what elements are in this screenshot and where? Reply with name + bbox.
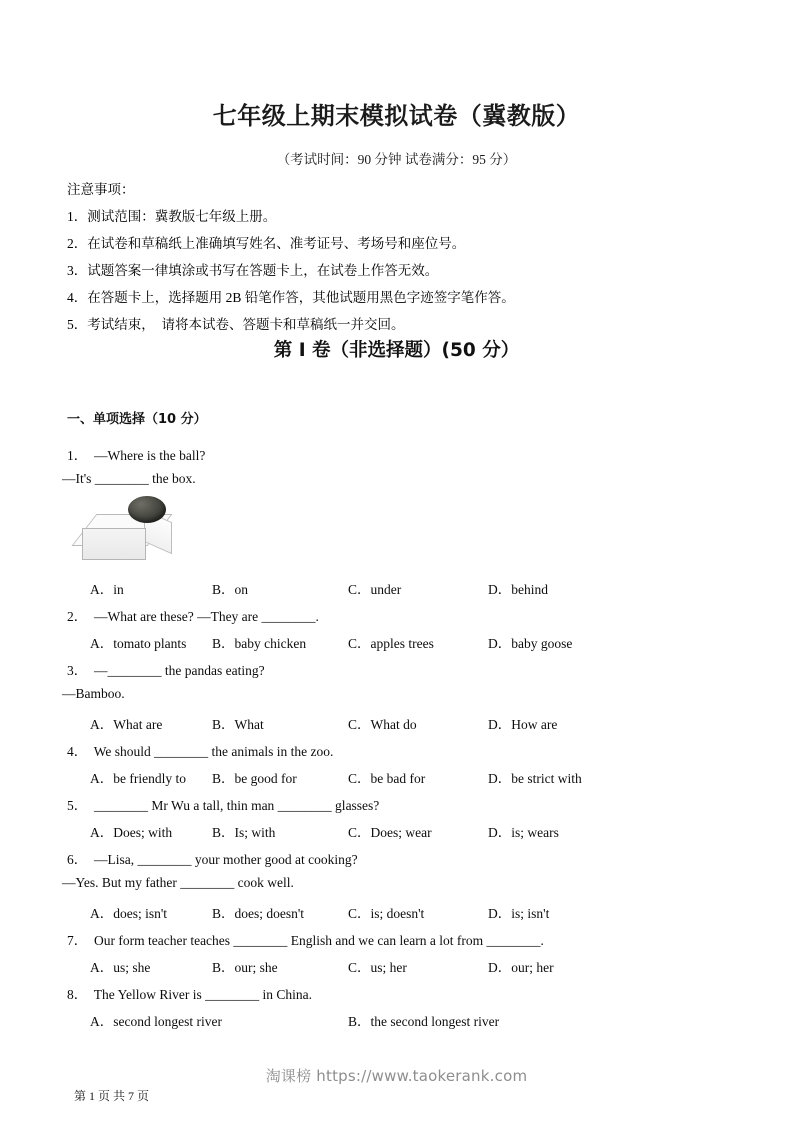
question-3-option-d[interactable]: D．How are — [488, 717, 558, 732]
site-watermark: 淘课榜 https://www.taokerank.com — [265, 1067, 528, 1085]
question-3-option-c[interactable]: C．What do — [348, 717, 417, 732]
exam-info-line: （考试时间：90 分钟 试卷满分：95 分） — [276, 152, 517, 167]
question-1-option-c[interactable]: C．under — [348, 582, 402, 597]
notice-item-3: 3．试题答案一律填涂或书写在答题卡上，在试卷上作答无效。 — [67, 263, 439, 278]
question-5-option-b[interactable]: B．Is; with — [212, 825, 276, 840]
question-4-option-a[interactable]: A．be friendly to — [90, 771, 186, 786]
question-2-option-c[interactable]: C．apples trees — [348, 636, 434, 651]
question-8-option-a[interactable]: A．second longest river — [90, 1014, 222, 1029]
question-2-stem: 2． —What are these? —They are ________. — [67, 609, 319, 624]
section-heading-multiple-choice: 一、单项选择（10 分） — [67, 412, 207, 427]
question-1-stem: 1． —Where is the ball? — [67, 448, 206, 463]
part-one-heading: 第 I 卷（非选择题）(50 分） — [273, 340, 520, 361]
question-4-option-c[interactable]: C．be bad for — [348, 771, 426, 786]
question-5-option-d[interactable]: D．is; wears — [488, 825, 559, 840]
question-3-stem-cont: —Bamboo. — [62, 686, 125, 701]
notice-item-1: 1．测试范围：冀教版七年级上册。 — [67, 209, 277, 224]
question-3-stem: 3． —________ the pandas eating? — [67, 663, 265, 678]
question-7-option-d[interactable]: D．our; her — [488, 960, 554, 975]
question-7-option-b[interactable]: B．our; she — [212, 960, 278, 975]
question-6-option-a[interactable]: A．does; isn't — [90, 906, 168, 921]
question-5-option-a[interactable]: A．Does; with — [90, 825, 173, 840]
question-6-option-d[interactable]: D．is; isn't — [488, 906, 550, 921]
question-1-stem-cont: —It's ________ the box. — [62, 471, 196, 486]
ball-on-box-image — [78, 492, 198, 564]
question-5-stem: 5． ________ Mr Wu a tall, thin man ________ glasses? — [67, 798, 380, 813]
notice-heading: 注意事项： — [67, 182, 135, 197]
notice-item-2: 2．在试卷和草稿纸上准确填写姓名、准考证号、考场号和座位号。 — [67, 236, 466, 251]
question-6-stem-cont: —Yes. But my father ________ cook well. — [62, 875, 294, 890]
page-number-footer: 第 1 页 共 7 页 — [74, 1089, 150, 1103]
question-6-option-b[interactable]: B．does; doesn't — [212, 906, 305, 921]
question-7-option-a[interactable]: A．us; she — [90, 960, 151, 975]
question-4-option-d[interactable]: D．be strict with — [488, 771, 582, 786]
ball-shape — [128, 496, 166, 523]
notice-item-5: 5．考试结束， 请将本试卷、答题卡和草稿纸一并交回。 — [67, 317, 405, 332]
question-1-option-d[interactable]: D．behind — [488, 582, 548, 597]
question-8-option-b[interactable]: B．the second longest river — [348, 1014, 500, 1029]
question-2-option-a[interactable]: A．tomato plants — [90, 636, 187, 651]
question-3-option-b[interactable]: B．What — [212, 717, 264, 732]
notice-item-4: 4．在答题卡上，选择题用 2B 铅笔作答，其他试题用黑色字迹签字笔作答。 — [67, 290, 515, 305]
box-front-face-shape — [82, 528, 146, 560]
question-4-option-b[interactable]: B．be good for — [212, 771, 297, 786]
question-6-stem: 6． —Lisa, ________ your mother good at cooking? — [67, 852, 358, 867]
page-title: 七年级上期末模拟试卷（冀教版） — [212, 102, 581, 130]
question-3-option-a[interactable]: A．What are — [90, 717, 163, 732]
question-7-stem: 7． Our form teacher teaches ________ English and we can learn a lot from ________. — [67, 933, 544, 948]
question-1-option-b[interactable]: B．on — [212, 582, 249, 597]
question-2-option-b[interactable]: B．baby chicken — [212, 636, 307, 651]
question-5-option-c[interactable]: C．Does; wear — [348, 825, 432, 840]
question-1-option-a[interactable]: A．in — [90, 582, 124, 597]
notice-block — [67, 176, 727, 338]
question-2-option-d[interactable]: D．baby goose — [488, 636, 573, 651]
question-8-stem: 8． The Yellow River is ________ in China. — [67, 987, 313, 1002]
question-6-option-c[interactable]: C．is; doesn't — [348, 906, 425, 921]
question-7-option-c[interactable]: C．us; her — [348, 960, 407, 975]
question-4-stem: 4． We should ________ the animals in the zoo. — [67, 744, 334, 759]
